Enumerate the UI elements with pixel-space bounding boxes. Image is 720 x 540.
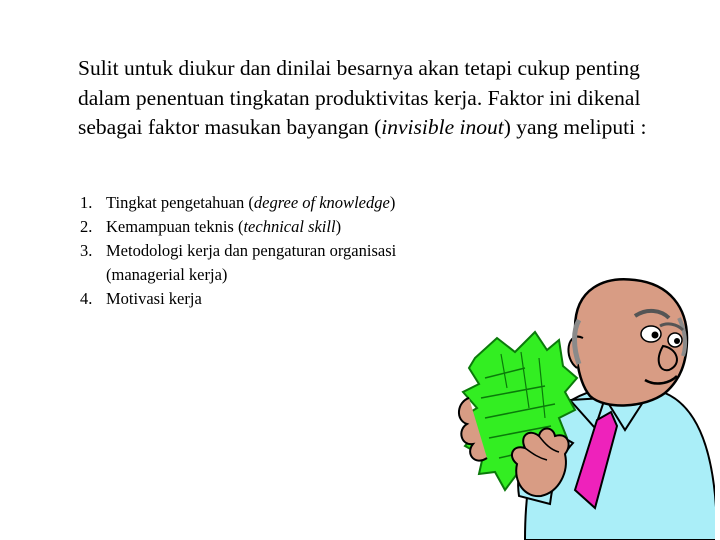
- businessman-holding-money-icon: [455, 268, 715, 540]
- intro-paragraph: [78, 54, 688, 143]
- list-text-continuation: (managerial kerja): [106, 265, 228, 284]
- list-item: [80, 287, 470, 311]
- list-item: [80, 239, 470, 287]
- factor-list: [80, 191, 470, 311]
- list-item: [80, 191, 470, 215]
- intro-text-start: Sulit untuk diukur dan dinilai besarnya akan tetapi cukup penting dalam penentuan tingkatan produktivitas kerja. Faktor ini dikenal sebagai faktor masukan bayangan (: [78, 56, 641, 139]
- list-number: 2.: [80, 217, 93, 236]
- list-text: Kemampuan teknis (technical skill): [106, 217, 342, 236]
- list-term: technical skill: [243, 217, 336, 236]
- list-number: 3.: [80, 241, 93, 260]
- list-number: 4.: [80, 289, 93, 308]
- list-text: Metodologi kerja dan pengaturan organisasi (managerial kerja): [106, 239, 470, 287]
- intro-text-end: ) yang meliputi :: [503, 115, 647, 139]
- list-item: [80, 215, 470, 239]
- list-text: Tingkat pengetahuan (degree of knowledge): [106, 193, 396, 212]
- list-number: 1.: [80, 193, 93, 212]
- list-text: Motivasi kerja: [106, 289, 202, 308]
- intro-term: invisible inout: [381, 115, 504, 139]
- list-term: degree of knowledge: [253, 193, 390, 212]
